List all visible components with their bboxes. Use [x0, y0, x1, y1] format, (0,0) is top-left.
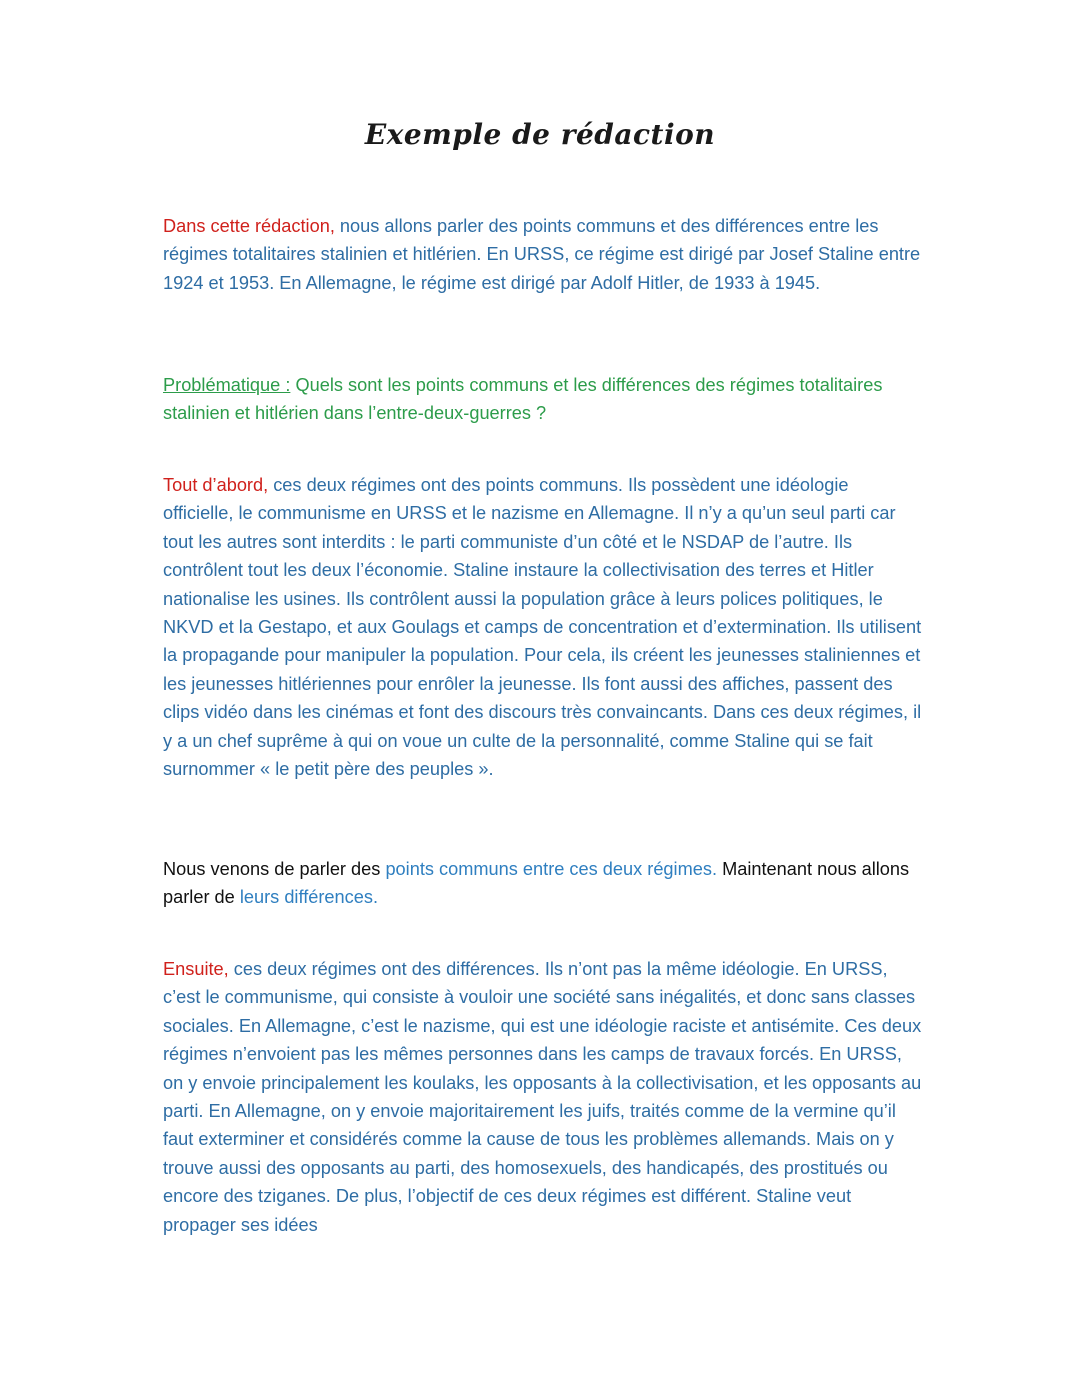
second-part-paragraph: [163, 955, 923, 1239]
intro-paragraph: [163, 212, 923, 297]
problematique-label: Problématique :: [163, 375, 291, 395]
second-part-body: ces deux régimes ont des différences. Ils n’ont pas la même idéologie. En URSS, c’est le communisme, qui consiste à vouloir une société sans inégalités, et donc sans classes sociales. En Allemagne, c’est le nazisme, qui est une idéologie raciste et antisémite. Ces deux régimes n’envoient pas les mêmes personnes dans les camps de travaux forcés. En URSS, on y envoie principalement les koulaks, les opposants à la collectivisation, et les opposants au parti. En Allemagne, on y envoie majoritairement les juifs, traités comme de la vermine qu’il faut exterminer et considérés comme la cause de tous les problèmes allemands. Mais on y trouve aussi des opposants au parti, des homosexuels, des handicapés, des prostitués ou encore des tziganes. De plus, l’objectif de ces deux régimes est différent. Staline veut propager ses idées: [163, 959, 922, 1235]
intro-body: nous allons parler des points communs et des différences entre les régimes totalitaires stalinien et hitlérien. En URSS, ce régime est dirigé par Josef Staline entre 1924 et 1953. En Allemagne, le régime est dirigé par Adolf Hitler, de 1933 à 1945.: [163, 216, 921, 293]
intro-lead: Dans cette rédaction,: [163, 216, 335, 236]
first-part-lead: Tout d’abord,: [163, 475, 269, 495]
transition-text-1: Nous venons de parler des: [163, 859, 386, 879]
transition-text-2: Maintenant nous allons parler de: [163, 859, 910, 908]
transition-paragraph: [163, 855, 923, 912]
transition-highlight-1: points communs entre ces deux régimes.: [385, 859, 718, 879]
problematique-body: Quels sont les points communs et les différences des régimes totalitaires stalinien et hitlérien dans l’entre-deux-guerres ?: [163, 375, 883, 424]
first-part-body: ces deux régimes ont des points communs. Ils possèdent une idéologie officielle, le communisme en URSS et le nazisme en Allemagne. Il n’y a qu’un seul parti car tout les autres sont interdits : le parti communiste d’un côté et le NSDAP de l’autre. Ils contrôlent tout les deux l’économie. Staline instaure la collectivisation des terres et Hitler nationalise les usines. Ils contrôlent aussi la population grâce à leurs polices politiques, le NKVD et la Gestapo, et aux Goulags et camps de concentration et d’extermination. Ils utilisent la propagande pour manipuler la population. Pour cela, ils créent les jeunesses staliniennes et les jeunesses hitlériennes pour enrôler la jeunesse. Ils font aussi des affiches, passent des clips vidéo dans les cinémas et font des discours très convaincants. Dans ces deux régimes, il y a un chef suprême à qui on voue un culte de la personnalité, comme Staline qui se fait surnommer « le petit père des peuples ».: [163, 475, 922, 780]
second-part-lead: Ensuite,: [163, 959, 229, 979]
page-title: Exemple de rédaction: [364, 118, 716, 151]
first-part-paragraph: [163, 471, 923, 783]
transition-highlight-2: leurs différences.: [239, 887, 379, 908]
problematique-paragraph: [163, 371, 923, 428]
